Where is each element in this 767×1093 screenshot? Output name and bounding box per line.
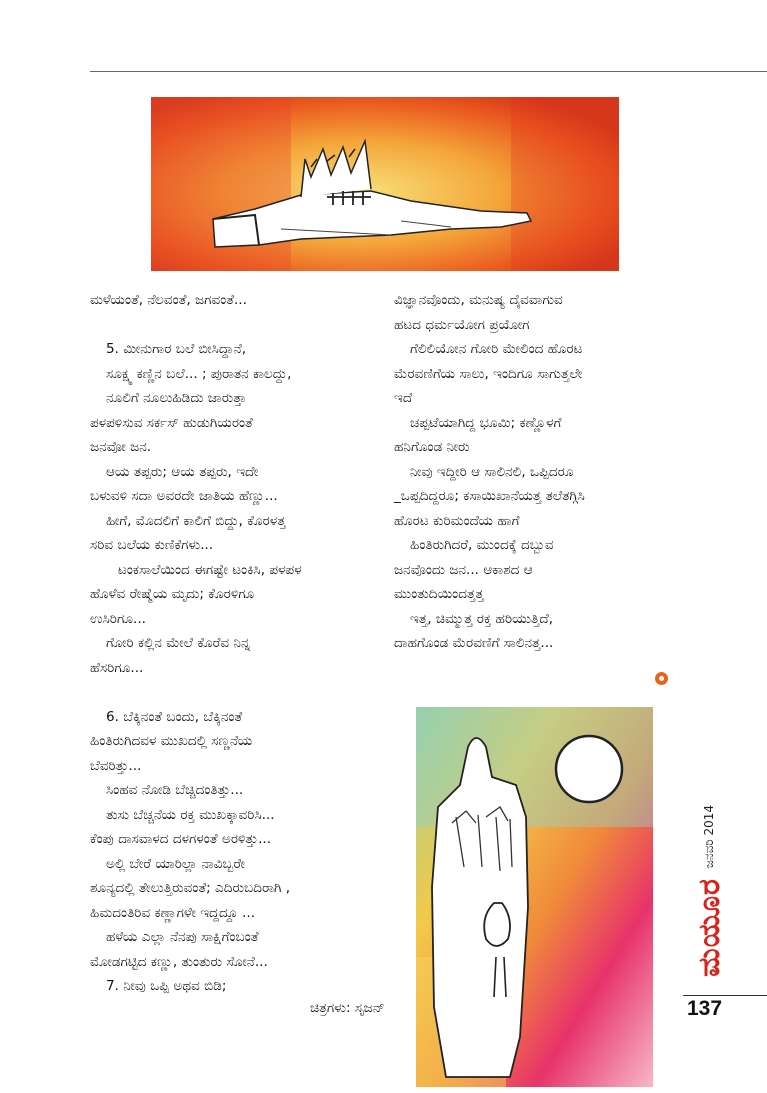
poem-line: ಟಂಕಸಾಲೆಯಿಂದ ಈಗಷ್ಟೇ ಟಂಕಿಸಿ, ಪಳಪಳ	[118, 561, 302, 578]
poem-line: ನೂಲಿಗೆ ನೂಲುಹಿಡಿದು ಜಾರುತ್ತಾ	[106, 390, 247, 406]
poem-line: ಹಟದ ಧರ್ಮಯೋಗ ಪ್ರಯೋಗ	[394, 316, 530, 333]
poem-line: 5. ಮೀನುಗಾರ ಬಲೆ ಬೀಸಿದ್ದಾನೆ,	[106, 341, 247, 357]
poem-line: ಇದೆ	[394, 390, 413, 406]
magazine-masthead	[692, 805, 727, 977]
poem-line: 6. ಬೆಕ್ಕಿನಂತೆ ಬಂದು, ಬೆಕ್ಕಿನಂತೆ	[106, 708, 243, 725]
figure-moon-illustration	[416, 707, 653, 1087]
poem-line: ಕೆಂಪು ದಾಸವಾಳದ ದಳಗಳಂತೆ ಅರಳಿತ್ತು...	[90, 831, 272, 847]
poem-line: ಹೀಗೆ, ಮೊದಲಿಗೆ ಕಾಲಿಗೆ ಬಿದ್ದು, ಕೊರಳತ್ತ	[106, 512, 286, 529]
burning-figure-illustration	[151, 97, 619, 271]
poem-line: ಸರಿವ ಬಲೆಯ ಕುಣಿಕೆಗಳು...	[90, 537, 214, 553]
magazine-logo: ಮಯೂರ	[692, 878, 727, 977]
poem-line: ನೀವು ಇದ್ದೀರಿ ಆ ಸಾಲಿನಲಿ, ಒಪ್ಪಿದರೂ	[410, 463, 574, 480]
poem-line: ಗೆಲಿಲಿಯೋನ ಗೋರಿ ಮೇಲಿಂದ ಹೊರಟ	[410, 341, 583, 357]
poem-line: ಹಿಮದಂತಿರಿವ ಕಣ್ಣಾಗಳೇ ಇದ್ದದ್ದೂ ...	[90, 904, 256, 921]
page-number: 137	[687, 997, 723, 1020]
poem-line: ವಿಜ್ಞಾನವೊಂದು, ಮನುಷ್ಯ ದೈವವಾಗುವ	[394, 292, 563, 308]
poem-line: ಅಲ್ಲಿ ಬೇರೆ ಯಾರಿಲ್ಲಾ ನಾವಿಬ್ಬರೇ	[106, 855, 245, 872]
poem-line: ಹಳೆಯ ಎಲ್ಲಾ ನೆನಪು ಸಾಕ್ಷಿಗೆಂಬಂತೆ	[106, 929, 259, 945]
poem-line: ಸಿಂಹವ ನೋಡಿ ಬೆಚ್ಚಿದಂತಿತ್ತು...	[106, 782, 244, 798]
poem-line: ಇತ್ತ, ಚಿಮ್ಮುತ್ತ ರಕ್ತ ಹರಿಯುತ್ತಿದೆ,	[410, 610, 554, 627]
poem-line: ಹೊಳೆವ ರೇಷ್ಮೆಯ ಮೃದು; ಕೊರಳಿಗೂ	[90, 586, 255, 602]
poem-line: ಉಸಿರಿಗೂ...	[90, 610, 146, 627]
issue-date: ಜನವರಿ 2014	[702, 805, 716, 869]
poem-line: ಹೊರಟ ಕುರಿಮಂದೆಯ ಹಾಗೆ	[394, 512, 520, 529]
poem-line: 7. ನೀವು ಒಪ್ಪಿ ಅಥವ ಬಿಡಿ;	[106, 978, 227, 994]
section-end-ornament-icon	[655, 672, 668, 685]
poem-line: ಹಿಂತಿರುಗಿದವಳ ಮುಖದಲ್ಲಿ ಸಣ್ಣನೆಯ	[90, 733, 253, 749]
poem-line: ಬಳುವಳಿ ಸದಾ ಅವರದೇ ಜಾತಿಯ ಹೆಣ್ಣು...	[90, 488, 278, 504]
poem-line: ಆಯ ತಪ್ಪರು; ಆಯ ತಪ್ಪರು, ಇದೇ	[106, 463, 259, 480]
poem-line: _ಒಪ್ಪದಿದ್ದರೂ; ಕಸಾಯಿಖಾನೆಯತ್ತ ತಲೆತಗ್ಗಿಸಿ	[394, 488, 585, 504]
poem-line: ಹಿಂತಿರುಗಿದರೆ, ಮುಂದಕ್ಕೆ ದಬ್ಬುವ	[410, 537, 554, 553]
poem-line: ಮೆರವಣಿಗೆಯ ಸಾಲು, ಇಂದಿಗೂ ಸಾಗುತ್ತಲೇ	[394, 365, 583, 382]
poem-line: ಮಳೆಯಂತೆ, ನೆಲವಂತೆ, ಜಗವಂತೆ...	[90, 292, 247, 308]
poem-line: ಚಪ್ಪಟೆಯಾಗಿದ್ದ ಭೂಮಿ; ಕಣ್ಣೊಳಗೆ	[410, 414, 562, 431]
poem-line: ಹನಿಗೊಂಡ ನೀರು	[394, 439, 470, 455]
poem-line: ಮುಂತುದಿಯಿಂದತ್ತತ್ತ	[394, 586, 484, 602]
header-rule	[90, 71, 767, 72]
poem-line: ಶೂನ್ಯದಲ್ಲಿ ತೇಲುತ್ತಿರುವಂತೆ; ಎದಿರುಬದಿರಾಗಿ ,	[90, 880, 291, 896]
poem-line: ಬೆವರಿತ್ತು...	[90, 757, 142, 774]
poem-line: ತುಸು ಬೆಚ್ಚನೆಯ ರಕ್ತ ಮುಖಕ್ಕಾವರಿಸಿ...	[106, 806, 275, 823]
poem-line: ಜನವೊಂದು ಜನ... ಆಕಾಶದ ಆ	[394, 561, 533, 578]
poem-line: ಹೆಸರಿಗೂ...	[90, 659, 144, 676]
poem-line: ಪಳಪಳಿಸುವ ಸರ್ಕಸ್ ಹುಡುಗಿಯರಂತೆ	[90, 414, 253, 431]
poem-line: ಸೂಕ್ಷ್ಮ ಕಣ್ಣಿನ ಬಲೆ... ; ಪುರಾತನ ಕಾಲದ್ದು,	[106, 365, 292, 382]
poem-line: ದಾಹಗೊಂಡ ಮೆರವಣಿಗೆ ಸಾಲಿನತ್ತ...	[394, 635, 554, 651]
left-text-column	[90, 288, 302, 999]
footer-rule	[683, 995, 767, 996]
illustration-credit: ಚಿತ್ರಗಳು: ಸೃಜನ್	[310, 1000, 385, 1016]
poem-line: ಗೋರಿ ಕಲ್ಲಿನ ಮೇಲೆ ಕೊರೆವ ನಿನ್ನ	[106, 635, 251, 651]
poem-line: ಜನವೋ ಜನ.	[90, 439, 152, 455]
poem-line: ಮೋಡಗಟ್ಟಿದ ಕಣ್ಣು, ತುಂತುರು ಸೋನೆ...	[90, 953, 268, 970]
right-text-column	[394, 288, 585, 656]
